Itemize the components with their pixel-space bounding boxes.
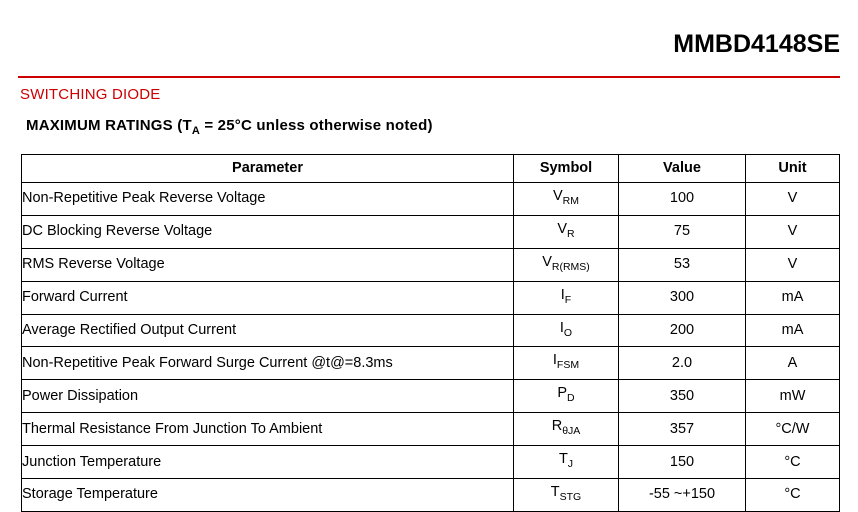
table-row	[22, 380, 840, 413]
cell-value: 100	[619, 183, 746, 216]
table-row	[22, 446, 840, 479]
cell-value: 350	[619, 380, 746, 413]
cell-value: 150	[619, 446, 746, 479]
cell-unit: mA	[746, 281, 840, 314]
column-header-value: Value	[619, 155, 746, 183]
cell-unit: A	[746, 347, 840, 380]
column-header-unit: Unit	[746, 155, 840, 183]
table-row	[22, 314, 840, 347]
symbol-subscript: D	[567, 392, 575, 405]
cell-symbol	[514, 314, 619, 347]
cell-value: 357	[619, 413, 746, 446]
symbol-main: I	[552, 352, 557, 369]
cell-symbol	[514, 413, 619, 446]
cell-unit: °C/W	[746, 413, 840, 446]
symbol-subscript: RM	[562, 194, 579, 207]
cell-parameter: Non-Repetitive Peak Forward Surge Current @t@=8.3ms	[22, 347, 514, 380]
ratings-heading-suffix: = 25°C unless otherwise noted)	[199, 117, 433, 134]
maximum-ratings-table	[21, 154, 840, 512]
cell-symbol	[514, 281, 619, 314]
symbol-subscript: R(RMS)	[551, 260, 590, 273]
cell-symbol	[514, 347, 619, 380]
cell-parameter: Storage Temperature	[22, 479, 514, 512]
cell-unit: V	[746, 183, 840, 216]
symbol-main: V	[557, 220, 568, 237]
symbol-subscript: θJA	[562, 425, 581, 438]
cell-unit: V	[746, 248, 840, 281]
symbol-main: P	[557, 385, 568, 402]
column-header-symbol: Symbol	[514, 155, 619, 183]
cell-symbol	[514, 380, 619, 413]
ratings-heading-subscript: A	[191, 125, 200, 137]
cell-symbol	[514, 446, 619, 479]
table-row	[22, 413, 840, 446]
symbol-main: T	[550, 484, 560, 501]
symbol-subscript: R	[567, 227, 575, 240]
cell-parameter: Junction Temperature	[22, 446, 514, 479]
symbol-main: V	[542, 253, 552, 270]
table-header-row	[22, 155, 840, 183]
symbol-subscript: STG	[559, 490, 582, 503]
cell-unit: °C	[746, 446, 840, 479]
cell-value: 200	[619, 314, 746, 347]
cell-symbol	[514, 479, 619, 512]
cell-parameter: Forward Current	[22, 281, 514, 314]
cell-value: 2.0	[619, 347, 746, 380]
symbol-main: R	[551, 418, 563, 435]
table-row	[22, 215, 840, 248]
cell-value: 75	[619, 215, 746, 248]
cell-symbol	[514, 215, 619, 248]
symbol-main: T	[558, 451, 568, 468]
cell-symbol	[514, 248, 619, 281]
symbol-main: V	[552, 188, 563, 204]
cell-parameter: DC Blocking Reverse Voltage	[22, 215, 514, 248]
cell-unit: V	[746, 215, 840, 248]
column-header-parameter: Parameter	[22, 155, 514, 183]
document-subtitle: SWITCHING DIODE	[20, 86, 161, 103]
cell-parameter: Power Dissipation	[22, 380, 514, 413]
cell-value: 53	[619, 248, 746, 281]
ratings-heading-prefix: MAXIMUM RATINGS (T	[26, 117, 192, 134]
cell-unit: mA	[746, 314, 840, 347]
symbol-subscript: O	[563, 326, 573, 339]
symbol-subscript: FSM	[556, 359, 580, 372]
symbol-main: I	[560, 286, 565, 303]
symbol-main: I	[559, 319, 564, 336]
header-divider	[18, 76, 840, 78]
table-row	[22, 281, 840, 314]
table-row	[22, 347, 840, 380]
part-number-title: MMBD4148SE	[673, 30, 840, 58]
symbol-subscript: J	[567, 458, 574, 471]
cell-parameter: RMS Reverse Voltage	[22, 248, 514, 281]
cell-parameter: Thermal Resistance From Junction To Ambient	[22, 413, 514, 446]
table-row	[22, 183, 840, 216]
cell-value: 300	[619, 281, 746, 314]
table-body	[22, 183, 840, 512]
cell-unit: mW	[746, 380, 840, 413]
table-row	[22, 479, 840, 512]
table-row	[22, 248, 840, 281]
maximum-ratings-heading	[26, 117, 433, 137]
cell-unit: °C	[746, 479, 840, 512]
cell-parameter: Non-Repetitive Peak Reverse Voltage	[22, 183, 514, 216]
cell-value: -55 ~+150	[619, 479, 746, 512]
cell-parameter: Average Rectified Output Current	[22, 314, 514, 347]
symbol-subscript: F	[564, 293, 572, 306]
cell-symbol	[514, 183, 619, 216]
